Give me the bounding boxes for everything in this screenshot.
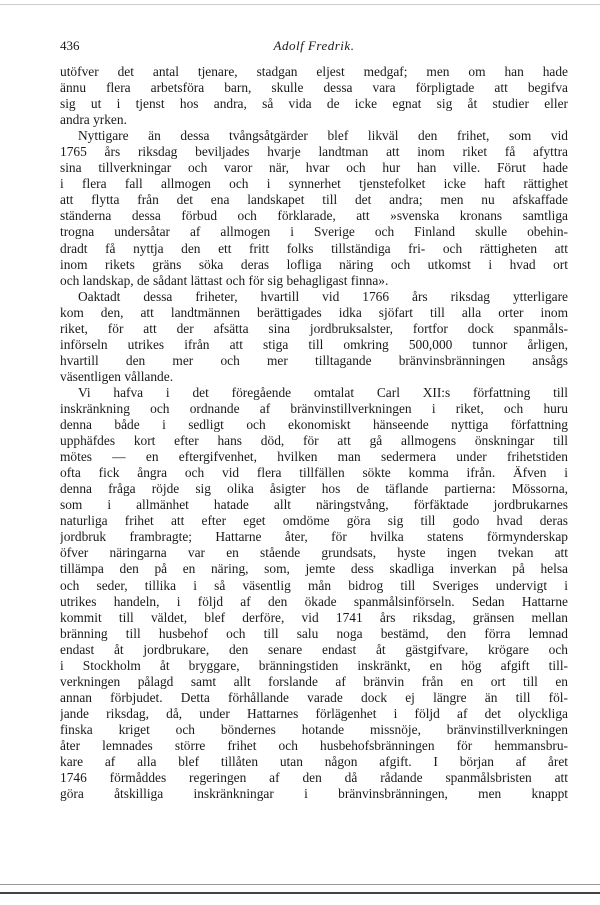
text-line: 1765 års riksdag beviljades hvarje landtman att inom riket få afyttra <box>60 144 568 160</box>
text-line: inom rikets gräns söka deras lofliga näring och utkomst i hvad ort <box>60 256 568 272</box>
text-line: utrikes handeln, i följd af den ökade spanmålsinförseln. Sedan Hattarne <box>60 593 568 609</box>
text-line: att flytta från det ena landskapet till det andra; men nu afskaffade <box>60 192 568 208</box>
text-line: väsentligen vållande. <box>60 368 174 384</box>
page-number: 436 <box>60 38 80 53</box>
page-header <box>60 38 568 56</box>
running-head: Adolf Fredrik. <box>273 38 355 53</box>
text-line: sina tillverkningar och varor när, hvar och hur han ville. Förut hade <box>60 160 568 176</box>
text-line: upphäfdes kort efter hans död, för att gå allmogens önskningar till <box>60 433 568 449</box>
text-line: sig ut i tjenst hos andra, så vida de icke egnat sig åt studier eller <box>60 96 568 112</box>
text-line: dradt få nyttja den ett fritt folks tillständiga fri- och rättigheten att <box>60 240 568 256</box>
text-line: kare af alla blef tillåten utan någon afgift. I början af året <box>60 754 568 770</box>
text-line: bränning till husbehof och till salu noga bestämd, den förra lemnad <box>60 625 568 641</box>
text-line: ännu flera arbetsföra barn, skulle dessa vara förpligtade att begifva <box>60 80 568 96</box>
text-line: naturliga frihet att efter eget omdöme göra sig till godo hvad deras <box>60 513 568 529</box>
text-line: som i allmänhet hatade allt näringstvång, förfäktade jordbrukarnes <box>60 497 568 513</box>
text-line: Nyttigare än dessa tvångsåtgärder blef likväl den frihet, som vid <box>78 128 568 144</box>
text-line: Vi hafva i det föregående omtalat Carl XII:s författning till <box>78 384 568 400</box>
text-line: denna både i sedligt och ekonomiskt hänseende nyttiga författning <box>60 417 568 433</box>
text-line: åter lemnades större frihet och husbehofsbränningen för hemmansbru- <box>60 737 568 753</box>
text-line: annan förbjudet. Detta förhållande varade dock ej längre än till föl- <box>60 689 568 705</box>
text-line: införseln utrikes ifrån att stiga till omkring 500,000 tunnor årligen, <box>60 336 568 352</box>
text-line: ofta fick ångra och vid flera tillfällen sökte komma ifrån. Äfven i <box>60 465 568 481</box>
text-line: mötes — en eftergifvenhet, hvilken man sedermera under frihetstiden <box>60 449 568 465</box>
text-line: 1746 förmåddes regeringen af den då rådande spanmålsbristen att <box>60 770 568 786</box>
text-line: hvartill den mer och mer tilltagande bränvinsbränningen ansågs <box>60 352 568 368</box>
text-line: denna fråga röjde sig olika åsigter hos de täflande partierna: Mössorna, <box>60 481 568 497</box>
text-line: kommit till väldet, blef derföre, vid 1741 års riksdag, gränsen mellan <box>60 609 568 625</box>
text-line: ständerna dessa förbud och förklarade, att »svenska kronans samtliga <box>60 208 568 224</box>
bottom-edge-rule <box>0 884 600 885</box>
text-line: finska kriget och böndernes hotande missnöje, bränvinstillverkningen <box>60 721 568 737</box>
text-line: i flera fall allmogen och i synnerhet tjenstefolket icke haft rättighet <box>60 176 568 192</box>
text-line: öfver näringarna var en stående grundsats, hyste ingen tvekan att <box>60 545 568 561</box>
body-text <box>60 64 568 802</box>
bottom-edge-rule-heavy <box>0 892 600 894</box>
text-line: utöfver det antal tjenare, stadgan eljest medgaf; men om han hade <box>60 64 568 79</box>
text-line: jordbruk frambragte; Hattarne åter, för hvilka statens förmynderskap <box>60 529 568 545</box>
top-edge-rule <box>0 4 600 5</box>
text-line: Oaktadt dessa friheter, hvartill vid 1766 års riksdag ytterligare <box>78 288 568 304</box>
text-line: tillämpa den på en näring, som, jemte dess skadliga inverkan på helsa <box>60 561 568 577</box>
text-line: göra åtskilliga inskränkningar i bränvinsbränningen, men knappt <box>60 786 568 802</box>
text-line: verkningen pålagd samt allt forslande af bränvin från en ort till en <box>60 673 568 689</box>
text-line: och landskap, de sådant lättast och för sig behagligast finna». <box>60 272 389 288</box>
text-line: andra yrken. <box>60 112 127 128</box>
text-line: riket, för att der afsätta sina jordbruksalster, fortfor dock spanmåls- <box>60 320 568 336</box>
text-line: kom den, att landtmännen berättigades idka sjöfart till alla orter inom <box>60 304 568 320</box>
text-line: och seder, tillika i så väsentlig mån bidrog till Sveriges undervigt i <box>60 577 568 593</box>
text-line: trogna undersåtar af allmogen i Sverige och Finland skulle obehin- <box>60 224 568 240</box>
text-line: jande riksdag, då, under Hattarnes förlägenhet i följd af det olyckliga <box>60 705 568 721</box>
text-line: endast åt jordbrukare, den senare endast åt gästgifvare, krögare och <box>60 641 568 657</box>
text-line: i Stockholm åt bryggare, bränningstiden inskränkt, en hög afgift till- <box>60 657 568 673</box>
text-line: inskränkning och ordnande af bränvinstillverkningen i riket, och huru <box>60 400 568 416</box>
